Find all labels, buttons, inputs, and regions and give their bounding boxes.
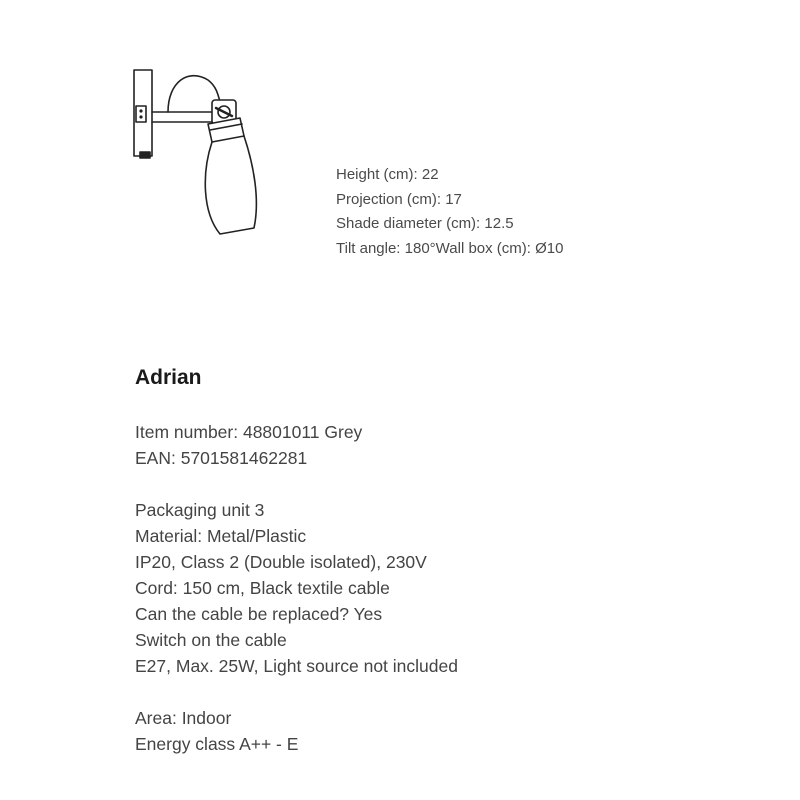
dimension-height: Height (cm): 22 bbox=[336, 166, 439, 183]
product-title: Adrian bbox=[135, 366, 202, 389]
dimensions-list bbox=[336, 163, 563, 261]
cord-info: Cord: 150 cm, Black textile cable bbox=[135, 578, 390, 598]
area-info: Area: Indoor bbox=[135, 708, 232, 728]
wall-spotlight-line-drawing-icon bbox=[128, 62, 258, 242]
ean-code: EAN: 5701581462281 bbox=[135, 448, 308, 468]
switch-info: Switch on the cable bbox=[135, 630, 287, 650]
electrical-rating: IP20, Class 2 (Double isolated), 230V bbox=[135, 552, 427, 572]
spacer bbox=[135, 471, 458, 497]
specifications bbox=[135, 419, 458, 757]
dimension-projection: Projection (cm): 17 bbox=[336, 190, 462, 208]
packaging-unit: Packaging unit 3 bbox=[135, 500, 265, 520]
product-illustration bbox=[128, 62, 258, 242]
dimension-shade-diameter: Shade diameter (cm): 12.5 bbox=[336, 215, 514, 232]
energy-class: Energy class A++ - E bbox=[135, 734, 299, 754]
item-number: Item number: 48801011 Grey bbox=[135, 422, 363, 442]
dimension-tilt-angle: Tilt angle: 180°Wall box (cm): Ø10 bbox=[336, 239, 564, 257]
spacer bbox=[135, 679, 458, 705]
material: Material: Metal/Plastic bbox=[135, 526, 307, 546]
light-source-info: E27, Max. 25W, Light source not included bbox=[135, 656, 458, 676]
cable-replaceable: Can the cable be replaced? Yes bbox=[135, 604, 383, 624]
